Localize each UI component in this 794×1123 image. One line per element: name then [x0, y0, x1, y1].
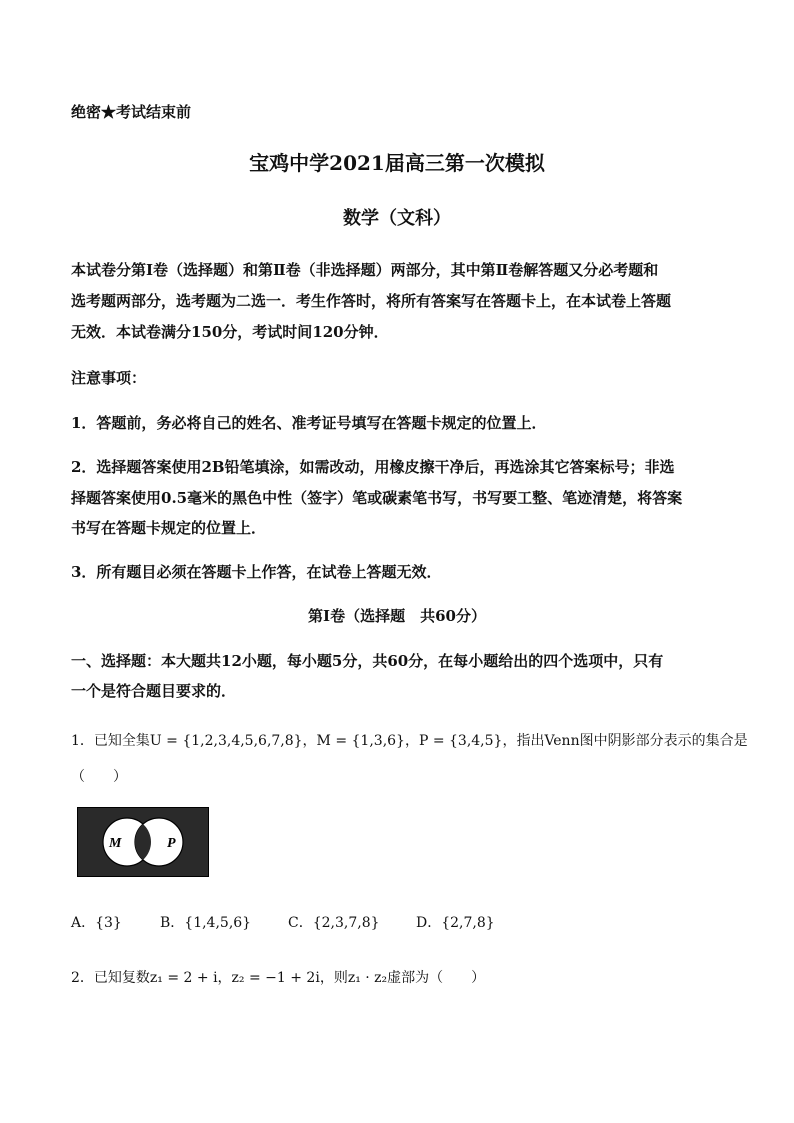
question-1-option-d: D．{2,7,8}	[416, 915, 495, 931]
set-p-label: P	[167, 836, 176, 851]
note-item-2-line-3: 书写在答题卡规定的位置上．	[71, 519, 267, 537]
question-1-option-c: C．{2,3,7,8}	[288, 915, 380, 931]
note-item-2-line-1: 2．选择题答案使用2B铅笔填涂，如需改动，用橡皮擦干净后，再选涂其它答案标号；非选	[71, 458, 675, 476]
section-heading: 第Ⅰ卷（选择题 共60分）	[308, 607, 486, 625]
venn-diagram	[77, 807, 209, 877]
intro-line-2: 选考题两部分，选考题为二选一．考生作答时，将所有答案写在答题卡上，在本试卷上答题	[71, 292, 672, 310]
secret-mark: 绝密★考试结束前	[71, 103, 192, 121]
note-item-1: 1．答题前，务必将自己的姓名、准考证号填写在答题卡规定的位置上．	[71, 414, 547, 432]
section-instructions-line-1: 一、选择题：本大题共12小题，每小题5分，共60分，在每小题给出的四个选项中，只有	[71, 652, 664, 670]
exam-title: 宝鸡中学2021届高三第一次模拟	[249, 151, 545, 175]
question-1-blank: （ ）	[71, 769, 127, 785]
note-item-2-line-2: 择题答案使用0.5毫米的黑色中性（签字）笔或碳素笔书写，书写要工整、笔迹清楚，将答案	[71, 489, 683, 507]
note-item-3: 3．所有题目必须在答题卡上作答，在试卷上答题无效．	[71, 563, 442, 581]
intro-line-3: 无效．本试卷满分150分，考试时间120分钟．	[71, 323, 389, 341]
set-m-label: M	[109, 836, 122, 851]
question-1-option-a: A．{3}	[71, 915, 122, 931]
notes-heading: 注意事项：	[71, 369, 147, 387]
intro-line-1: 本试卷分第Ⅰ卷（选择题）和第Ⅱ卷（非选择题）两部分，其中第Ⅱ卷解答题又分必考题和	[71, 261, 659, 279]
question-2-text: 2．已知复数z₁ = 2 + i，z₂ = −1 + 2i，则z₁ · z₂虚部为（ ）	[71, 970, 486, 986]
question-1-option-b: B．{1,4,5,6}	[160, 915, 252, 931]
question-1-text: 1．已知全集U = {1,2,3,4,5,6,7,8}，M = {1,3,6}，P = {3,4,5}，指出Venn图中阴影部分表示的集合是	[71, 733, 748, 749]
exam-subject: 数学（文科）	[343, 208, 451, 229]
section-instructions-line-2: 一个是符合题目要求的．	[71, 682, 237, 700]
